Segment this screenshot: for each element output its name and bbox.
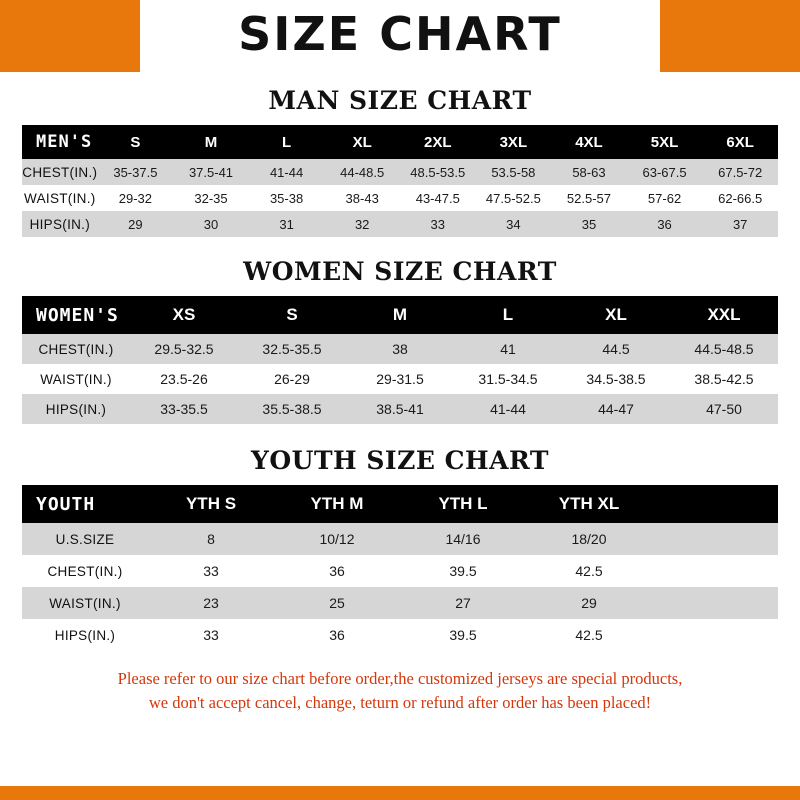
cell: 29 <box>526 587 652 619</box>
cell: 32 <box>324 211 400 237</box>
youth-header-cell-empty <box>652 485 778 523</box>
row-label: HIPS(IN.) <box>22 619 148 651</box>
header-banner <box>0 0 800 72</box>
row-label: U.S.SIZE <box>22 523 148 555</box>
cell: 37 <box>702 211 778 237</box>
cell: 32.5-35.5 <box>238 334 346 364</box>
youth-header-cell: YTH S <box>148 485 274 523</box>
cell: 41 <box>454 334 562 364</box>
table-row <box>22 619 778 651</box>
cell: 43-47.5 <box>400 185 476 211</box>
cell: 33 <box>148 555 274 587</box>
cell: 31.5-34.5 <box>454 364 562 394</box>
table-row <box>22 185 778 211</box>
cell: 48.5-53.5 <box>400 159 476 185</box>
youth-header-cell: YTH M <box>274 485 400 523</box>
cell: 35-37.5 <box>98 159 174 185</box>
cell: 44-47 <box>562 394 670 424</box>
man-header-cell: M <box>173 125 249 159</box>
man-header-label: MEN'S <box>22 125 98 159</box>
cell: 32-35 <box>173 185 249 211</box>
cell: 10/12 <box>274 523 400 555</box>
row-label: CHEST(IN.) <box>22 334 130 364</box>
cell: 35 <box>551 211 627 237</box>
women-header-cell: L <box>454 296 562 334</box>
table-header-row <box>22 485 778 523</box>
youth-size-table <box>22 485 778 651</box>
man-header-cell: 4XL <box>551 125 627 159</box>
man-size-table <box>22 125 778 237</box>
cell: 42.5 <box>526 555 652 587</box>
youth-header-label: YOUTH <box>22 485 148 523</box>
row-label: WAIST(IN.) <box>22 364 130 394</box>
cell-empty <box>652 587 778 619</box>
cell: 33 <box>400 211 476 237</box>
man-header-cell: L <box>249 125 325 159</box>
cell: 44.5 <box>562 334 670 364</box>
cell: 29.5-32.5 <box>130 334 238 364</box>
women-header-cell: S <box>238 296 346 334</box>
order-notice-line-2: we don't accept cancel, change, teturn or refund after order has been placed! <box>148 692 652 712</box>
cell: 33 <box>148 619 274 651</box>
table-header-row <box>22 296 778 334</box>
women-section-title: WOMEN SIZE CHART <box>243 257 557 286</box>
cell: 57-62 <box>627 185 703 211</box>
man-header-cell: 3XL <box>476 125 552 159</box>
cell: 36 <box>274 555 400 587</box>
cell: 39.5 <box>400 619 526 651</box>
man-header-cell: 2XL <box>400 125 476 159</box>
cell: 18/20 <box>526 523 652 555</box>
page-title: SIZE CHART <box>238 7 562 61</box>
cell: 33-35.5 <box>130 394 238 424</box>
cell: 30 <box>173 211 249 237</box>
content-area <box>0 86 800 715</box>
cell: 29-31.5 <box>346 364 454 394</box>
cell: 35.5-38.5 <box>238 394 346 424</box>
order-notice <box>22 667 778 715</box>
table-row <box>22 555 778 587</box>
cell: 38-43 <box>324 185 400 211</box>
cell: 53.5-58 <box>476 159 552 185</box>
women-size-table <box>22 296 778 424</box>
cell: 36 <box>627 211 703 237</box>
cell: 37.5-41 <box>173 159 249 185</box>
table-row <box>22 159 778 185</box>
man-header-cell: XL <box>324 125 400 159</box>
cell: 44.5-48.5 <box>670 334 778 364</box>
row-label: CHEST(IN.) <box>22 555 148 587</box>
cell: 67.5-72 <box>702 159 778 185</box>
cell: 39.5 <box>400 555 526 587</box>
cell: 41-44 <box>454 394 562 424</box>
table-row <box>22 334 778 364</box>
women-header-cell: M <box>346 296 454 334</box>
cell: 25 <box>274 587 400 619</box>
cell: 42.5 <box>526 619 652 651</box>
women-header-cell: XL <box>562 296 670 334</box>
table-row <box>22 523 778 555</box>
cell: 34 <box>476 211 552 237</box>
footer-bar <box>0 786 800 800</box>
cell: 29-32 <box>98 185 174 211</box>
table-row <box>22 364 778 394</box>
youth-header-cell: YTH L <box>400 485 526 523</box>
table-header-row <box>22 125 778 159</box>
cell: 47-50 <box>670 394 778 424</box>
cell-empty <box>652 523 778 555</box>
order-notice-line-1: Please refer to our size chart before order,the customized jerseys are special products, <box>117 669 683 688</box>
cell: 27 <box>400 587 526 619</box>
cell: 26-29 <box>238 364 346 394</box>
cell: 36 <box>274 619 400 651</box>
row-label: WAIST(IN.) <box>22 185 98 211</box>
cell: 23 <box>148 587 274 619</box>
cell: 47.5-52.5 <box>476 185 552 211</box>
row-label: HIPS(IN.) <box>22 394 130 424</box>
table-row <box>22 394 778 424</box>
table-row <box>22 211 778 237</box>
cell: 58-63 <box>551 159 627 185</box>
man-header-cell: 6XL <box>702 125 778 159</box>
youth-section-title: YOUTH SIZE CHART <box>251 446 549 475</box>
cell: 38.5-41 <box>346 394 454 424</box>
cell: 31 <box>249 211 325 237</box>
man-header-cell: 5XL <box>627 125 703 159</box>
row-label: HIPS(IN.) <box>22 211 98 237</box>
cell: 52.5-57 <box>551 185 627 211</box>
women-header-cell: XXL <box>670 296 778 334</box>
cell: 23.5-26 <box>130 364 238 394</box>
row-label: WAIST(IN.) <box>22 587 148 619</box>
cell: 38 <box>346 334 454 364</box>
cell-empty <box>652 555 778 587</box>
women-header-cell: XS <box>130 296 238 334</box>
cell: 63-67.5 <box>627 159 703 185</box>
cell: 14/16 <box>400 523 526 555</box>
cell: 44-48.5 <box>324 159 400 185</box>
cell: 38.5-42.5 <box>670 364 778 394</box>
cell: 34.5-38.5 <box>562 364 670 394</box>
youth-header-cell: YTH XL <box>526 485 652 523</box>
man-header-cell: S <box>98 125 174 159</box>
man-section-title: MAN SIZE CHART <box>268 86 532 115</box>
row-label: CHEST(IN.) <box>22 159 98 185</box>
women-header-label: WOMEN'S <box>22 296 130 334</box>
table-row <box>22 587 778 619</box>
cell: 8 <box>148 523 274 555</box>
cell-empty <box>652 619 778 651</box>
cell: 62-66.5 <box>702 185 778 211</box>
cell: 41-44 <box>249 159 325 185</box>
cell: 29 <box>98 211 174 237</box>
cell: 35-38 <box>249 185 325 211</box>
